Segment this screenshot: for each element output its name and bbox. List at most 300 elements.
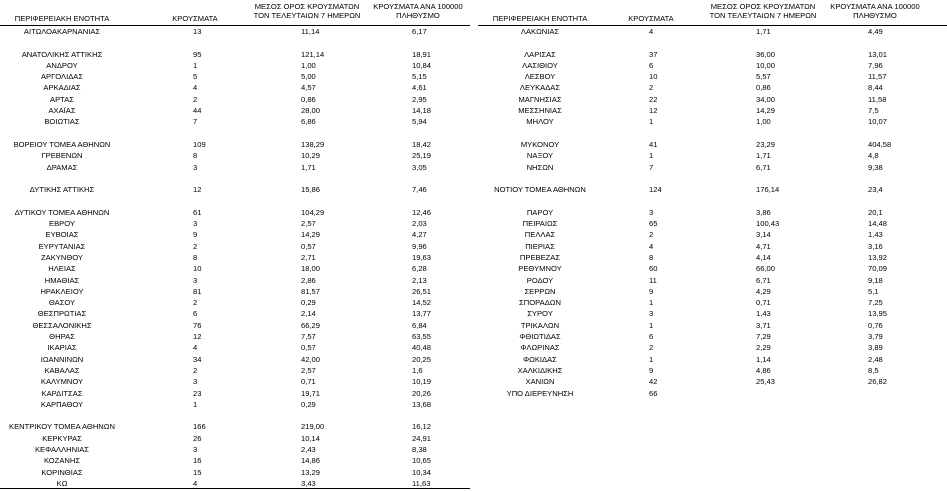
left-header-cases <box>170 14 220 23</box>
region-name-cell: ΕΒΡΟΥ <box>49 219 75 229</box>
avg-7day-cell: 2,71 <box>301 252 316 262</box>
region-name-cell: ΠΡΕΒΕΖΑΣ <box>519 252 561 262</box>
cases-cell: 8 <box>193 151 198 161</box>
right-table-rows <box>478 28 947 401</box>
per-100k-cell: 2,48 <box>868 354 883 364</box>
region-name-cell: ΚΟΖΑΝΗΣ <box>43 456 81 466</box>
avg-7day-cell: 10,00 <box>756 60 776 70</box>
cases-cell: 61 <box>193 207 202 217</box>
region-name-cell: ΘΗΡΑΣ <box>49 332 75 342</box>
per-100k-cell: 6,28 <box>412 264 427 274</box>
per-100k-cell: 10,19 <box>412 377 432 387</box>
avg-7day-cell: 5,00 <box>301 72 316 82</box>
left-header-avg-line1: ΜΕΣΟΣ ΟΡΟΣ ΚΡΟΥΣΜΑΤΩΝ <box>254 2 360 11</box>
per-100k-cell: 2,03 <box>412 219 427 229</box>
region-name-cell: ΜΕΣΣΗΝΙΑΣ <box>518 106 562 116</box>
avg-7day-cell: 6,86 <box>301 117 316 127</box>
per-100k-cell: 0,76 <box>868 320 883 330</box>
region-name-cell: ΝΗΣΩΝ <box>526 162 554 172</box>
cases-cell: 3 <box>649 309 654 319</box>
cases-cell: 6 <box>193 309 198 319</box>
table-row <box>0 457 470 468</box>
per-100k-cell: 16,12 <box>412 422 432 432</box>
region-name-cell: ΧΑΛΚΙΔΙΚΗΣ <box>517 365 563 375</box>
cases-cell: 12 <box>649 106 658 116</box>
right-header-cases-label: ΚΡΟΥΣΜΑΤΑ <box>628 14 674 23</box>
avg-7day-cell: 0,57 <box>301 241 316 251</box>
avg-7day-cell: 0,86 <box>301 94 316 104</box>
per-100k-cell: 3,16 <box>868 241 883 251</box>
cases-cell: 4 <box>193 343 198 353</box>
avg-7day-cell: 3,71 <box>756 320 771 330</box>
cases-cell: 9 <box>649 365 654 375</box>
avg-7day-cell: 4,14 <box>756 252 771 262</box>
per-100k-cell: 13,77 <box>412 309 432 319</box>
left-header-avg-line2: ΤΟΝ ΤΕΛΕΥΤΑΙΩΝ 7 ΗΜΕΡΩΝ <box>253 11 361 20</box>
left-header-region-label: ΠΕΡΙΦΕΡΕΙΑΚΗ ΕΝΟΤΗΤΑ <box>14 14 110 23</box>
avg-7day-cell: 42,00 <box>301 354 321 364</box>
region-name-cell: ΠΕΛΛΑΣ <box>524 230 556 240</box>
per-100k-cell: 2,95 <box>412 94 427 104</box>
region-name-cell: ΣΕΡΡΩΝ <box>524 286 556 296</box>
cases-cell: 6 <box>649 60 654 70</box>
region-name-cell: ΑΝΔΡΟΥ <box>46 60 78 70</box>
avg-7day-cell: 1,00 <box>301 60 316 70</box>
avg-7day-cell: 81,57 <box>301 286 321 296</box>
region-name-cell: ΕΥΒΟΙΑΣ <box>45 230 79 240</box>
cases-cell: 166 <box>193 422 206 432</box>
per-100k-cell: 6,84 <box>412 320 427 330</box>
avg-7day-cell: 66,00 <box>756 264 776 274</box>
avg-7day-cell: 0,71 <box>301 377 316 387</box>
cases-cell: 2 <box>649 343 654 353</box>
cases-cell: 16 <box>193 456 202 466</box>
per-100k-cell: 14,52 <box>412 298 432 308</box>
per-100k-cell: 11,63 <box>412 478 431 488</box>
left-header-per100k <box>368 2 468 20</box>
cases-cell: 12 <box>193 332 202 342</box>
avg-7day-cell: 4,57 <box>301 83 316 93</box>
cases-cell: 26 <box>193 433 202 443</box>
per-100k-cell: 12,46 <box>412 207 432 217</box>
region-name-cell: ΛΕΥΚΑΔΑΣ <box>519 83 561 93</box>
cases-cell: 10 <box>649 72 658 82</box>
cases-cell: 12 <box>193 185 202 195</box>
cases-cell: 3 <box>649 207 654 217</box>
right-header-avg-line1: ΜΕΣΟΣ ΟΡΟΣ ΚΡΟΥΣΜΑΤΩΝ <box>710 2 816 11</box>
right-header-divider <box>478 25 947 26</box>
left-table-rows <box>0 28 470 491</box>
region-name-cell: ΠΕΙΡΑΙΩΣ <box>522 219 558 229</box>
region-name-cell: ΚΑΡΠΑΘΟΥ <box>40 399 84 409</box>
region-name-cell: ΚΑΡΔΙΤΣΑΣ <box>41 388 83 398</box>
right-header-cases <box>626 14 676 23</box>
avg-7day-cell: 2,57 <box>301 219 316 229</box>
right-header-per100k <box>825 2 925 20</box>
avg-7day-cell: 3,14 <box>756 230 771 240</box>
per-100k-cell: 11,57 <box>868 72 887 82</box>
per-100k-cell: 11,58 <box>868 94 887 104</box>
avg-7day-cell: 7,29 <box>756 332 771 342</box>
avg-7day-cell: 2,43 <box>301 444 316 454</box>
cases-cell: 10 <box>193 264 202 274</box>
avg-7day-cell: 13,29 <box>301 467 321 477</box>
region-name-cell: ΛΑΚΩΝΙΑΣ <box>520 27 560 36</box>
right-header-avg-line2: ΤΟΝ ΤΕΛΕΥΤΑΙΩΝ 7 ΗΜΕΡΩΝ <box>709 11 817 20</box>
per-100k-cell: 14,18 <box>412 106 432 116</box>
avg-7day-cell: 7,57 <box>301 332 316 342</box>
per-100k-cell: 3,79 <box>868 332 883 342</box>
cases-cell: 23 <box>193 388 202 398</box>
region-name-cell: ΚΕΝΤΡΙΚΟΥ ΤΟΜΕΑ ΑΘΗΝΩΝ <box>9 422 115 432</box>
region-name-cell: ΡΕΘΥΜΝΟΥ <box>518 264 562 274</box>
cases-cell: 13 <box>193 27 202 36</box>
per-100k-cell: 1,43 <box>868 230 883 240</box>
region-name-cell: ΦΘΙΩΤΙΔΑΣ <box>519 332 561 342</box>
avg-7day-cell: 34,00 <box>756 94 776 104</box>
per-100k-cell: 3,05 <box>412 162 427 172</box>
table-row <box>478 118 947 129</box>
cases-cell: 34 <box>193 354 202 364</box>
left-header-cases-label: ΚΡΟΥΣΜΑΤΑ <box>172 14 218 23</box>
cases-cell: 81 <box>193 286 202 296</box>
per-100k-cell: 20,26 <box>412 388 432 398</box>
per-100k-cell: 2,13 <box>412 275 427 285</box>
per-100k-cell: 10,34 <box>412 467 432 477</box>
left-table-body <box>0 28 470 491</box>
per-100k-cell: 9,18 <box>868 275 883 285</box>
region-name-cell: ΘΑΣΟΥ <box>48 298 76 308</box>
per-100k-cell: 19,63 <box>412 252 432 262</box>
cases-cell: 66 <box>649 388 658 398</box>
region-name-cell: ΗΛΕΙΑΣ <box>48 264 76 274</box>
region-name-cell: ΑΙΤΩΛΟΑΚΑΡΝΑΝΙΑΣ <box>23 27 101 36</box>
cases-cell: 4 <box>193 478 198 488</box>
table-row <box>478 152 947 163</box>
avg-7day-cell: 11,14 <box>301 27 320 36</box>
left-header-per100k-line2: ΠΛΗΘΥΣΜΟ <box>396 11 440 20</box>
cases-cell: 4 <box>649 27 654 36</box>
cases-cell: 76 <box>193 320 202 330</box>
cases-cell: 11 <box>649 275 657 285</box>
right-header-per100k-line1: ΚΡΟΥΣΜΑΤΑ ΑΝΑ 100000 <box>830 2 920 11</box>
table-row <box>478 265 947 276</box>
table-row <box>478 28 947 39</box>
region-name-cell: ΤΡΙΚΑΛΩΝ <box>520 320 560 330</box>
avg-7day-cell: 6,71 <box>756 162 771 172</box>
per-100k-cell: 13,92 <box>868 252 888 262</box>
region-name-cell: ΗΜΑΘΙΑΣ <box>44 275 80 285</box>
table-row <box>0 186 470 197</box>
avg-7day-cell: 138,29 <box>301 139 325 149</box>
avg-7day-cell: 4,29 <box>756 286 771 296</box>
cases-cell: 95 <box>193 49 202 59</box>
table-row <box>478 186 947 197</box>
region-name-cell: ΥΠΟ ΔΙΕΡΕΥΝΗΣΗ <box>506 388 574 398</box>
region-name-cell: ΠΙΕΡΙΑΣ <box>525 241 555 251</box>
region-name-cell: ΚΩ <box>56 478 68 488</box>
avg-7day-cell: 4,86 <box>756 365 771 375</box>
cases-cell: 1 <box>193 399 198 409</box>
avg-7day-cell: 10,14 <box>301 433 321 443</box>
table-row <box>0 344 470 355</box>
cases-cell: 15 <box>193 467 202 477</box>
region-name-cell: ΡΟΔΟΥ <box>526 275 554 285</box>
cases-cell: 1 <box>649 117 654 127</box>
region-name-cell: ΒΟΡΕΙΟΥ ΤΟΜΕΑ ΑΘΗΝΩΝ <box>13 139 111 149</box>
right-header-region <box>480 14 600 23</box>
per-100k-cell: 13,95 <box>868 309 888 319</box>
per-100k-cell: 7,96 <box>868 60 883 70</box>
cases-cell: 2 <box>193 94 198 104</box>
table-row <box>0 401 470 412</box>
cases-cell: 7 <box>649 162 654 172</box>
per-100k-cell: 18,91 <box>412 49 432 59</box>
table-row <box>0 480 470 491</box>
region-name-cell: ΣΥΡΟΥ <box>527 309 553 319</box>
per-100k-cell: 9,96 <box>412 241 427 251</box>
table-row <box>478 378 947 389</box>
region-name-cell: ΛΑΣΙΘΙΟΥ <box>522 60 558 70</box>
per-100k-cell: 20,1 <box>868 207 883 217</box>
avg-7day-cell: 5,57 <box>756 72 771 82</box>
region-name-cell: ΕΥΡΥΤΑΝΙΑΣ <box>38 241 86 251</box>
cases-cell: 2 <box>193 298 198 308</box>
per-100k-cell: 6,17 <box>412 27 427 36</box>
cases-cell: 3 <box>193 444 198 454</box>
cases-cell: 109 <box>193 139 206 149</box>
cases-cell: 2 <box>193 241 198 251</box>
region-name-cell: ΚΟΡΙΝΘΙΑΣ <box>41 467 83 477</box>
per-100k-cell: 1,6 <box>412 365 423 375</box>
region-name-cell: ΜΥΚΟΝΟΥ <box>520 139 560 149</box>
left-header-divider <box>0 25 470 26</box>
table-row <box>478 164 947 175</box>
cases-cell: 4 <box>193 83 198 93</box>
avg-7day-cell: 1,71 <box>756 27 771 36</box>
per-100k-cell: 23,4 <box>868 185 883 195</box>
avg-7day-cell: 0,29 <box>301 298 316 308</box>
region-name-cell: ΙΩΑΝΝΙΝΩΝ <box>40 354 84 364</box>
avg-7day-cell: 25,43 <box>756 377 776 387</box>
cases-cell: 3 <box>193 275 198 285</box>
avg-7day-cell: 1,00 <box>756 117 771 127</box>
per-100k-cell: 4,27 <box>412 230 427 240</box>
per-100k-cell: 5,94 <box>412 117 427 127</box>
per-100k-cell: 8,38 <box>412 444 427 454</box>
per-100k-cell: 7,5 <box>868 106 879 116</box>
avg-7day-cell: 14,29 <box>301 230 321 240</box>
per-100k-cell: 8,5 <box>868 365 879 375</box>
table-row <box>0 423 470 434</box>
table-row <box>478 390 947 401</box>
table-row <box>0 118 470 129</box>
left-header-per100k-line1: ΚΡΟΥΣΜΑΤΑ ΑΝΑ 100000 <box>373 2 463 11</box>
table-row <box>478 231 947 242</box>
avg-7day-cell: 3,86 <box>756 207 771 217</box>
cases-cell: 22 <box>649 94 658 104</box>
avg-7day-cell: 2,29 <box>756 343 771 353</box>
avg-7day-cell: 36,00 <box>756 49 776 59</box>
avg-7day-cell: 19,71 <box>301 388 321 398</box>
cases-cell: 124 <box>649 185 662 195</box>
region-name-cell: ΝΟΤΙΟΥ ΤΟΜΕΑ ΑΘΗΝΩΝ <box>494 185 586 195</box>
cases-cell: 65 <box>649 219 658 229</box>
per-100k-cell: 4,61 <box>412 83 427 93</box>
region-name-cell: ΔΥΤΙΚΟΥ ΤΟΜΕΑ ΑΘΗΝΩΝ <box>14 207 110 217</box>
right-header-avg <box>708 2 818 20</box>
avg-7day-cell: 4,71 <box>756 241 771 251</box>
avg-7day-cell: 23,29 <box>756 139 776 149</box>
cases-cell: 6 <box>649 332 654 342</box>
region-name-cell: ΣΠΟΡΑΔΩΝ <box>519 298 561 308</box>
per-100k-cell: 13,01 <box>868 49 888 59</box>
per-100k-cell: 3,89 <box>868 343 883 353</box>
table-row <box>478 344 947 355</box>
avg-7day-cell: 1,71 <box>756 151 771 161</box>
region-name-cell: ΑΝΑΤΟΛΙΚΗΣ ΑΤΤΙΚΗΣ <box>21 49 103 59</box>
avg-7day-cell: 2,86 <box>301 275 316 285</box>
avg-7day-cell: 18,00 <box>301 264 321 274</box>
table-row <box>0 378 470 389</box>
per-100k-cell: 26,51 <box>412 286 432 296</box>
cases-cell: 8 <box>649 252 654 262</box>
region-name-cell: ΛΕΣΒΟΥ <box>524 72 556 82</box>
per-100k-cell: 40,48 <box>412 343 432 353</box>
per-100k-cell: 7,25 <box>868 298 883 308</box>
cases-cell: 2 <box>193 365 198 375</box>
region-name-cell: ΔΡΑΜΑΣ <box>46 162 78 172</box>
cases-cell: 60 <box>649 264 658 274</box>
avg-7day-cell: 2,14 <box>301 309 316 319</box>
table-row <box>0 28 470 39</box>
region-name-cell: ΖΑΚΥΝΘΟΥ <box>41 252 83 262</box>
per-100k-cell: 13,68 <box>412 399 432 409</box>
right-table-body <box>478 28 947 401</box>
region-name-cell: ΑΧΑΪΑΣ <box>48 106 76 116</box>
right-header-per100k-line2: ΠΛΗΘΥΣΜΟ <box>853 11 897 20</box>
cases-cell: 5 <box>193 72 198 82</box>
avg-7day-cell: 1,43 <box>756 309 771 319</box>
avg-7day-cell: 0,57 <box>301 343 316 353</box>
per-100k-cell: 4,49 <box>868 27 883 36</box>
region-name-cell: ΘΕΣΠΡΩΤΙΑΣ <box>37 309 87 319</box>
region-name-cell: ΜΗΛΟΥ <box>526 117 554 127</box>
per-100k-cell: 63,55 <box>412 332 432 342</box>
cases-cell: 9 <box>193 230 198 240</box>
table-row <box>0 469 470 480</box>
per-100k-cell: 20,25 <box>412 354 432 364</box>
avg-7day-cell: 66,29 <box>301 320 321 330</box>
region-name-cell: ΚΕΦΑΛΛΗΝΙΑΣ <box>34 444 90 454</box>
avg-7day-cell: 0,71 <box>756 298 771 308</box>
per-100k-cell: 4,8 <box>868 151 879 161</box>
table-row <box>0 164 470 175</box>
per-100k-cell: 404,58 <box>868 139 892 149</box>
avg-7day-cell: 1,71 <box>301 162 316 172</box>
region-name-cell: ΜΑΓΝΗΣΙΑΣ <box>518 94 562 104</box>
cases-cell: 4 <box>649 241 654 251</box>
avg-7day-cell: 104,29 <box>301 207 325 217</box>
region-name-cell: ΗΡΑΚΛΕΙΟΥ <box>40 286 84 296</box>
per-100k-cell: 18,42 <box>412 139 432 149</box>
avg-7day-cell: 1,14 <box>756 354 771 364</box>
cases-cell: 3 <box>193 377 198 387</box>
per-100k-cell: 10,84 <box>412 60 432 70</box>
region-name-cell: ΔΥΤΙΚΗΣ ΑΤΤΙΚΗΣ <box>29 185 95 195</box>
avg-7day-cell: 14,29 <box>756 106 776 116</box>
avg-7day-cell: 10,29 <box>301 151 321 161</box>
table-row <box>0 265 470 276</box>
region-name-cell: ΛΑΡΙΣΑΣ <box>524 49 556 59</box>
avg-7day-cell: 121,14 <box>301 49 325 59</box>
avg-7day-cell: 219,00 <box>301 422 325 432</box>
region-name-cell: ΚΑΒΑΛΑΣ <box>44 365 80 375</box>
region-name-cell: ΑΡΚΑΔΙΑΣ <box>43 83 81 93</box>
avg-7day-cell: 0,29 <box>301 399 316 409</box>
avg-7day-cell: 28,00 <box>301 106 321 116</box>
cases-cell: 1 <box>649 320 654 330</box>
region-name-cell: ΙΚΑΡΙΑΣ <box>47 343 77 353</box>
region-name-cell: ΦΛΩΡΙΝΑΣ <box>520 343 560 353</box>
region-name-cell: ΘΕΣΣΑΛΟΝΙΚΗΣ <box>32 320 92 330</box>
cases-cell: 1 <box>649 298 654 308</box>
table-row <box>0 39 470 50</box>
region-name-cell: ΓΡΕΒΕΝΩΝ <box>41 151 83 161</box>
cases-cell: 8 <box>193 252 198 262</box>
avg-7day-cell: 6,71 <box>756 275 771 285</box>
per-100k-cell: 26,82 <box>868 377 888 387</box>
avg-7day-cell: 0,86 <box>756 83 771 93</box>
region-name-cell: ΑΡΤΑΣ <box>50 94 74 104</box>
per-100k-cell: 5,1 <box>868 286 879 296</box>
cases-cell: 9 <box>649 286 654 296</box>
cases-cell: 2 <box>649 230 654 240</box>
cases-cell: 3 <box>193 162 198 172</box>
per-100k-cell: 10,65 <box>412 456 432 466</box>
per-100k-cell: 24,91 <box>412 433 432 443</box>
per-100k-cell: 70,09 <box>868 264 888 274</box>
cases-cell: 7 <box>193 117 198 127</box>
table-row <box>0 231 470 242</box>
per-100k-cell: 9,38 <box>868 162 883 172</box>
cases-cell: 37 <box>649 49 658 59</box>
table-row <box>0 152 470 163</box>
per-100k-cell: 10,07 <box>868 117 888 127</box>
per-100k-cell: 7,46 <box>412 185 427 195</box>
per-100k-cell: 5,15 <box>412 72 427 82</box>
right-header-region-label: ΠΕΡΙΦΕΡΕΙΑΚΗ ΕΝΟΤΗΤΑ <box>492 14 588 23</box>
table-row <box>478 39 947 50</box>
avg-7day-cell: 2,57 <box>301 365 316 375</box>
cases-cell: 2 <box>649 83 654 93</box>
avg-7day-cell: 14,86 <box>301 456 321 466</box>
region-name-cell: ΠΑΡΟΥ <box>526 207 554 217</box>
avg-7day-cell: 3,43 <box>301 478 316 488</box>
cases-cell: 44 <box>193 106 202 116</box>
cases-cell: 1 <box>649 354 654 364</box>
avg-7day-cell: 100,43 <box>756 219 780 229</box>
left-header-avg <box>252 2 362 20</box>
region-name-cell: ΚΕΡΚΥΡΑΣ <box>42 433 82 443</box>
avg-7day-cell: 15,86 <box>301 185 321 195</box>
region-name-cell: ΦΩΚΙΔΑΣ <box>523 354 557 364</box>
cases-cell: 1 <box>193 60 198 70</box>
region-name-cell: ΧΑΝΙΩΝ <box>525 377 555 387</box>
left-header-region <box>2 14 122 23</box>
region-name-cell: ΑΡΓΟΛΙΔΑΣ <box>40 72 84 82</box>
per-100k-cell: 14,48 <box>868 219 888 229</box>
